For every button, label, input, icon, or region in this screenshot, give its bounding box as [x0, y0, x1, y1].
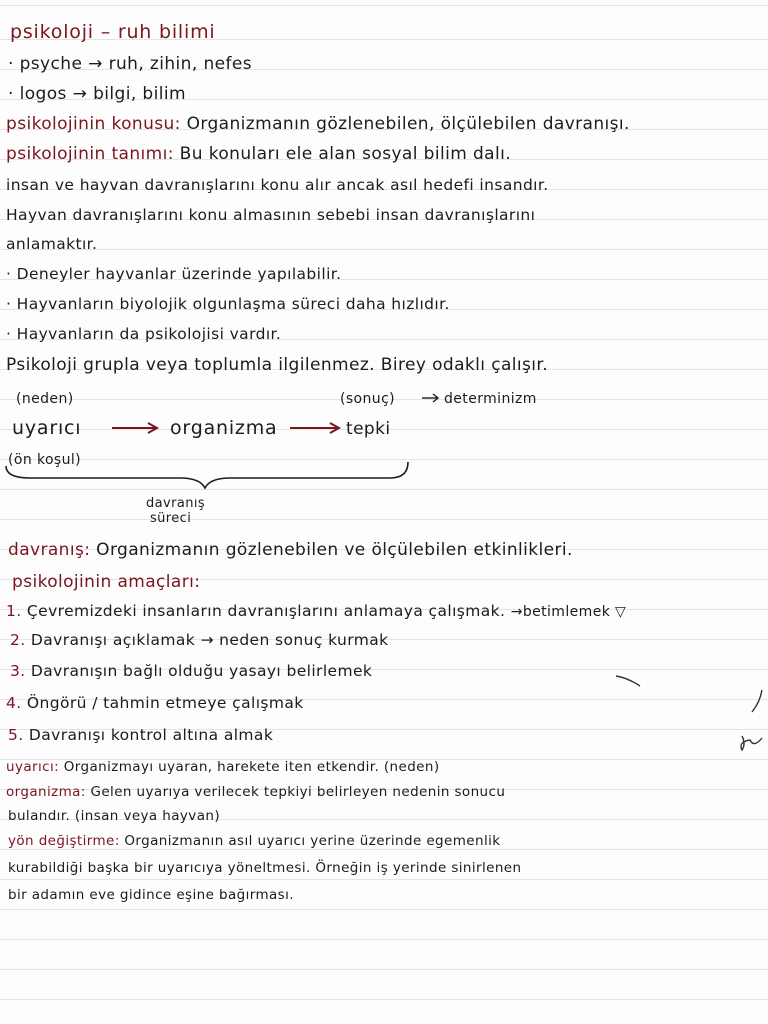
- bullet-item: · Hayvanların da psikolojisi vardır.: [6, 325, 282, 343]
- amac-num: 1.: [6, 602, 22, 620]
- diagram-sureci: süreci: [150, 511, 192, 526]
- amac-text: Çevremizdeki insanların davranışlarını anlamaya çalışmak.: [26, 602, 506, 620]
- def-label: uyarıcı:: [6, 759, 60, 775]
- bullet-text: Hayvanların da psikolojisi vardır.: [16, 325, 282, 343]
- def-yon-cont: kurabildiği başka bir uyarıcıya yöneltmesi. Örneğin iş yerinde sinirlenen: [8, 860, 522, 876]
- tanim-text: Bu konuları ele alan sosyal bilim dalı.: [179, 144, 512, 164]
- scribble-icon: [741, 736, 762, 750]
- diagram-tepki: tepki: [346, 419, 391, 439]
- def-uyarici: [6, 757, 440, 777]
- arrow-icon: [422, 394, 438, 402]
- title-main: psikoloji: [10, 21, 94, 43]
- def-text: Gelen uyarıya verilecek tepkiyi belirleyen nedenin sonucu: [90, 784, 506, 800]
- def-text: Organizmanın asıl uyarıcı yerine üzerinde egemenlik: [124, 833, 501, 849]
- amac-text: Davranışın bağlı olduğu yasayı belirlemek: [30, 662, 373, 680]
- def-yon-degistirme: [8, 831, 500, 851]
- root-meaning: ruh, zihin, nefes: [108, 54, 252, 74]
- amac-num: 3.: [10, 662, 26, 680]
- def-organizma-cont: bulandır. (insan veya hayvan): [8, 808, 220, 824]
- diagram-on-kosul: (ön koşul): [8, 452, 82, 468]
- amac-num: 5.: [8, 726, 24, 744]
- def-organizma: [6, 782, 505, 802]
- def-label: organizma:: [6, 784, 86, 800]
- brace-icon: [6, 462, 408, 488]
- amaclar-heading: psikolojinin amaçları:: [12, 572, 201, 592]
- bullet-item: · Hayvanların biyolojik olgunlaşma süreci daha hızlıdır.: [6, 295, 450, 313]
- amac-text: Öngörü / tahmin etmeye çalışmak: [26, 694, 304, 712]
- bullet-text: Deneyler hayvanlar üzerinde yapılabilir.: [16, 265, 342, 283]
- diagram-neden: (neden): [16, 391, 74, 407]
- amac-item-2: [10, 630, 389, 650]
- davranis-text: Organizmanın gözlenebilen ve ölçülebilen etkinlikleri.: [96, 540, 573, 560]
- tick-mark-icon: [616, 676, 640, 686]
- amac-item-3: [10, 661, 372, 681]
- def-yon-cont2: bir adamın eve gidince eşine bağırması.: [8, 887, 294, 903]
- tanim-line-2: insan ve hayvan davranışlarını konu alır ancak asıl hedefi insandır.: [6, 176, 549, 194]
- arrow-icon: [112, 423, 157, 433]
- davranis-label: davranış:: [8, 540, 91, 560]
- diagram-determinizm: determinizm: [444, 391, 537, 407]
- root-word: psyche: [19, 54, 83, 74]
- amac-num: 2.: [10, 631, 26, 649]
- davranis-def: [8, 540, 573, 560]
- amac-item-1: [6, 601, 626, 622]
- amac-text: Davranışı kontrol altına almak: [28, 726, 274, 744]
- konu-label: psikolojinin konusu:: [6, 114, 181, 134]
- title-rest: – ruh bilimi: [93, 21, 216, 43]
- bullet-item: · Deneyler hayvanlar üzerinde yapılabilir.: [6, 265, 342, 283]
- diagram-uyarici: uyarıcı: [12, 417, 82, 439]
- amac-item-5: [8, 725, 273, 745]
- root-word: logos: [19, 84, 67, 104]
- root-meaning: bilgi, bilim: [93, 84, 186, 104]
- root-word-psyche: · psyche → ruh, zihin, nefes: [8, 54, 252, 74]
- diagram-organizma: organizma: [170, 417, 278, 439]
- tanim-line-3: Hayvan davranışlarını konu almasının sebebi insan davranışlarını: [6, 206, 536, 224]
- root-word-logos: · logos → bilgi, bilim: [8, 84, 186, 104]
- amac-note: →betimlemek ▽: [510, 604, 627, 620]
- arrow-icon: [290, 423, 339, 433]
- konu-text: Organizmanın gözlenebilen, ölçülebilen davranışı.: [186, 114, 630, 134]
- tick-mark-icon: [752, 690, 762, 712]
- tanim-label: psikolojinin tanımı:: [6, 144, 174, 164]
- birey-line: Psikoloji grupla veya toplumla ilgilenmez. Birey odaklı çalışır.: [6, 355, 549, 375]
- amac-item-4: [6, 693, 304, 713]
- diagram-sonuc: (sonuç): [340, 391, 396, 407]
- def-text: Organizmayı uyaran, harekete iten etkendir. (neden): [63, 759, 440, 775]
- tanim-line-4: anlamaktır.: [6, 235, 98, 253]
- diagram-davranis: davranış: [146, 496, 206, 511]
- def-label: yön değiştirme:: [8, 833, 120, 849]
- bullet-text: Hayvanların biyolojik olgunlaşma süreci daha hızlıdır.: [16, 295, 450, 313]
- amac-num: 4.: [6, 694, 22, 712]
- amac-text: Davranışı açıklamak → neden sonuç kurmak: [30, 631, 389, 649]
